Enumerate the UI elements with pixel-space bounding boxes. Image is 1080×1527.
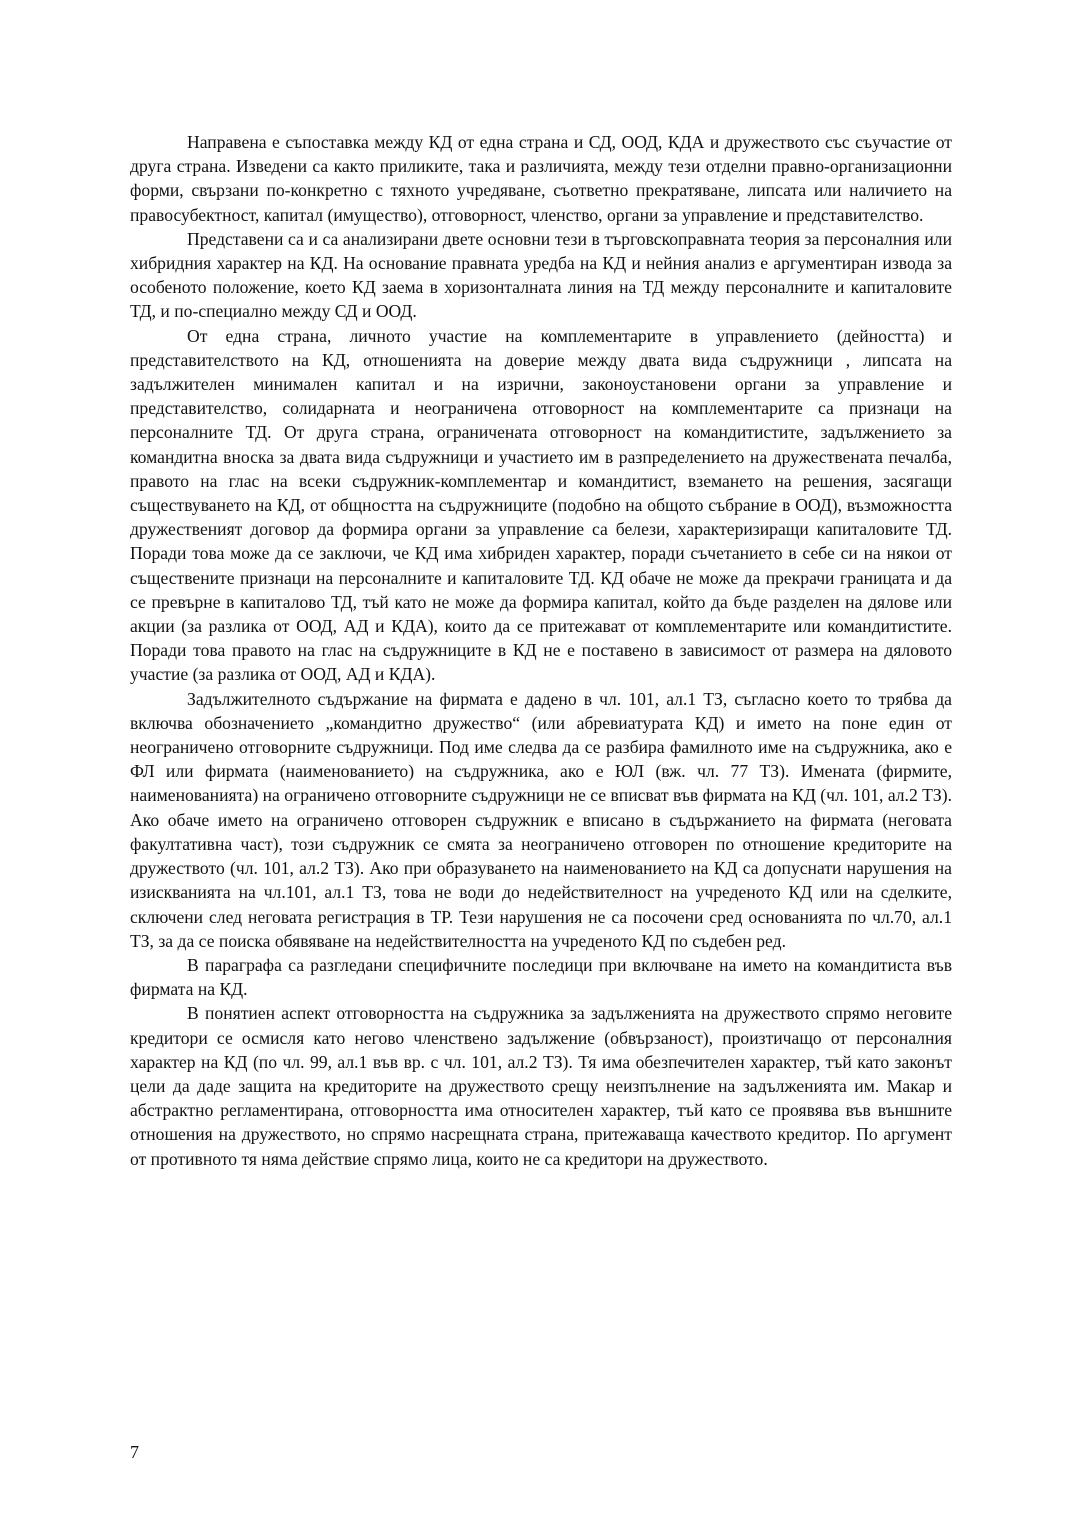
document-body <box>130 130 952 1171</box>
paragraph-firm-content: Задължителното съдържание на фирмата е дадено в чл. 101, ал.1 ТЗ, съгласно което то трябва да включва обозначението „командитно дружество“ (или абревиатурата КД) и името на поне един от неограничено отговорните съдружници. Под име следва да се разбира фамилното име на съдружника, ако е ФЛ или фирмата (наименованието) на съдружника, ако е ЮЛ (вж. чл. 77 ТЗ). Имената (фирмите, наименованията) на ограничено отговорните съдружници не се вписват във фирмата на КД (чл. 101, ал.2 ТЗ). Ако обаче името на ограничено отговорен съдружник е вписано в съдържанието на фирмата (неговата факултативна част), този съдружник се смята за неограничено отговорен по отношение кредиторите на дружеството (чл. 101, ал.2 ТЗ). Ако при образуването на наименованието на КД са допуснати нарушения на изискванията на чл.101, ал.1 ТЗ, това не води до недействителност на учреденото КД или на сделките, сключени след неговата регистрация в ТР. Тези нарушения не са посочени сред основанията по чл.70, ал.1 ТЗ, за да се поиска обявяване на недействителността на учреденото КД по съдебен ред. <box>130 688 952 951</box>
page-number: 7 <box>130 1442 139 1462</box>
paragraph-theses: Представени са и са анализирани двете основни тези в търговскоправната теория за персоналния или хибридния характер на КД. На основание правната уредба на КД и нейния анализ е аргументиран извода за особеното положение, което КД заема в хоризонталната линия на ТД между персоналните и капиталовите ТД, и по-специално между СД и ООД. <box>130 228 952 322</box>
paragraph-limited-partner-name: В параграфа са разгледани специфичните последици при включване на името на командитиста във фирмата на КД. <box>130 954 952 1000</box>
paragraph-liability: В понятиен аспект отговорността на съдружника за задълженията на дружеството спрямо неговите кредитори се осмисля като негово членствено задължение (обвързаност), произтичащо от персоналния характер на КД (по чл. 99, ал.1 във вр. с чл. 101, ал.2 ТЗ). Тя има обезпечителен характер, тъй като законът цели да даде защита на кредиторите на дружеството срещу неизпълнение на задълженията им. Макар и абстрактно регламентирана, отговорността има относителен характер, тъй като се проявява във външните отношения на дружеството, но спрямо насрещната страна, притежаваща качеството кредитор. По аргумент от противното тя няма действие спрямо лица, които не са кредитори на дружеството. <box>130 1003 952 1169</box>
paragraph-comparison: Направена е съпоставка между КД от една страна и СД, ООД, КДА и дружеството със съучастие от друга страна. Изведени са както приликите, така и различията, между тези отделни правно-организационни форми, свързани по-конкретно с тяхното учредяване, съответно прекратяване, липсата или наличието на правосубектност, капитал (имущество), отговорност, членство, органи за управление и представителство. <box>130 132 952 225</box>
paragraph-hybrid-character: От една страна, личното участие на комплементарите в управлението (дейността) и представителството на КД, отношенията на доверие между двата вида съдружници , липсата на задължителен минимален капитал и на изрични, законоустановени органи за управление и представителство, солидарната и неограничена отговорност на комплементарите са признаци на персоналните ТД. От друга страна, ограничената отговорност на командитистите, задължението за командитна вноска за двата вида съдружници и участието им в разпределението на дружествената печалба, правото на глас на всеки съдружник-комплементар и командитист, вземането на решения, засягащи съществуването на КД, от общността на съдружниците (подобно на общото събрание в ООД), възможността дружественият договор да формира органи за управление са белези, характеризиращи капиталовите ТД. Поради това може да се заключи, че КД има хибриден характер, поради съчетанието в себе си на някои от съществените признаци на персоналните и капиталовите ТД. КД обаче не може да прекрачи границата и да се превърне в капиталово ТД, тъй като не може да формира капитал, който да бъде разделен на дялове или акции (за разлика от ООД, АД и КДА), които да се притежават от комплементарите или командитистите. Поради това правото на глас на съдружниците в КД не е поставено в зависимост от размера на дяловото участие (за разлика от ООД, АД и КДА). <box>130 325 952 685</box>
